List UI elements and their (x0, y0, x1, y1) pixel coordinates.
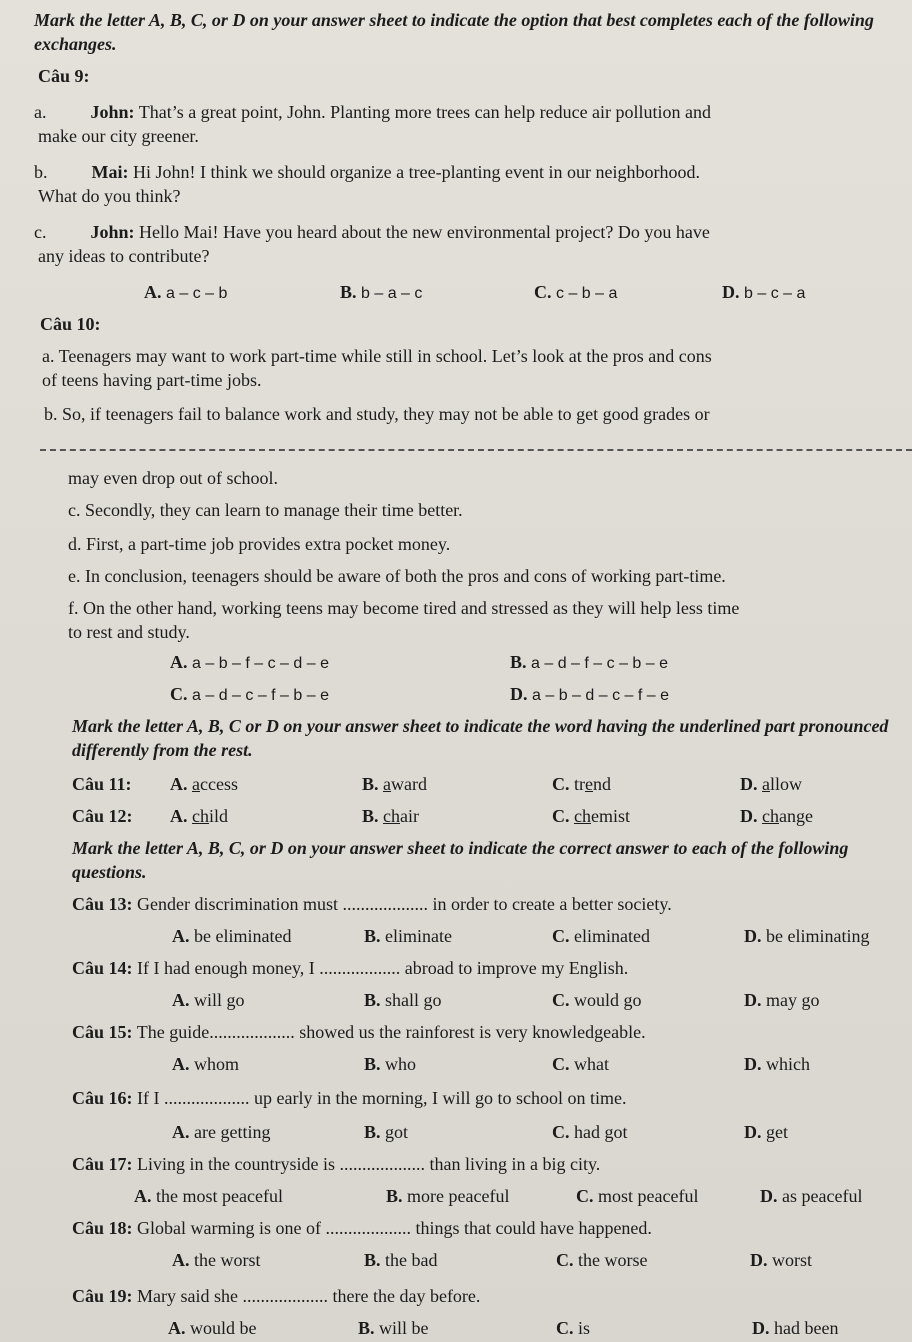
q9-c-line1: c. John: Hello Mai! Have you heard about the new environmental project? Do you have (34, 222, 710, 242)
q10-option-d[interactable]: D. a – b – d – c – f – e (510, 684, 669, 704)
q19-option-b[interactable]: B. will be (358, 1318, 429, 1338)
q15-option-a[interactable]: A. whom (172, 1054, 239, 1074)
q19-option-d[interactable]: D. had been (752, 1318, 839, 1338)
q9-option-d[interactable]: D. b – c – a (722, 282, 806, 302)
q10-a-line1: a. Teenagers may want to work part-time while still in school. Let’s look at the pros and cons (42, 346, 712, 366)
q10-d: d. First, a part-time job provides extra pocket money. (68, 534, 451, 554)
q10-f-line1: f. On the other hand, working teens may become tired and stressed as they will help less time (68, 598, 740, 618)
q9-b-line2: What do you think? (38, 186, 181, 206)
q17-option-b[interactable]: B. more peaceful (386, 1186, 510, 1206)
q9-a-line2: make our city greener. (38, 126, 199, 146)
q14-stem: Câu 14: If I had enough money, I .................. abroad to improve my English. (72, 958, 629, 978)
q15-option-c[interactable]: C. what (552, 1054, 609, 1074)
q18-stem: Câu 18: Global warming is one of ................... things that could have happened. (72, 1218, 652, 1238)
q12-option-b[interactable]: B. chair (362, 806, 419, 826)
q19-option-a[interactable]: A. would be (168, 1318, 257, 1338)
q15-option-b[interactable]: B. who (364, 1054, 417, 1074)
q17-option-d[interactable]: D. as peaceful (760, 1186, 863, 1206)
q9-option-a[interactable]: A. a – c – b (144, 282, 228, 302)
q10-b-line2: may even drop out of school. (68, 468, 278, 488)
q17-option-a[interactable]: A. the most peaceful (134, 1186, 283, 1206)
q15-option-d[interactable]: D. which (744, 1054, 810, 1074)
q10-e: e. In conclusion, teenagers should be aware of both the pros and cons of working part-time. (68, 566, 726, 586)
q13-option-d[interactable]: D. be eliminating (744, 926, 870, 946)
q10-b-line1: b. So, if teenagers fail to balance work and study, they may not be able to get good grades or (44, 404, 710, 424)
instruction-exchanges: Mark the letter A, B, C, or D on your answer sheet to indicate the option that best completes each of the following exchanges. (34, 10, 874, 54)
q9-label: Câu 9: (38, 66, 90, 86)
q10-c: c. Secondly, they can learn to manage their time better. (68, 500, 463, 520)
q11-option-d[interactable]: D. allow (740, 774, 803, 794)
q11-label: Câu 11: (72, 774, 132, 794)
q10-a-line2: of teens having part-time jobs. (42, 370, 262, 390)
q16-option-b[interactable]: B. got (364, 1122, 409, 1142)
q12-option-a[interactable]: A. child (170, 806, 229, 826)
instruction-questions: Mark the letter A, B, C, or D on your answer sheet to indicate the correct answer to each of the following questions. (72, 838, 849, 882)
q17-option-c[interactable]: C. most peaceful (576, 1186, 699, 1206)
q13-option-c[interactable]: C. eliminated (552, 926, 650, 946)
q9-c-line2: any ideas to contribute? (38, 246, 210, 266)
q12-option-d[interactable]: D. change (740, 806, 813, 826)
cut-line-divider (40, 449, 912, 451)
q19-option-c[interactable]: C. is (556, 1318, 591, 1338)
q11-option-a[interactable]: A. access (170, 774, 238, 794)
instruction-pronunciation: Mark the letter A, B, C or D on your answer sheet to indicate the word having the underlined part pronounced differently from the rest. (72, 716, 889, 760)
q14-option-d[interactable]: D. may go (744, 990, 820, 1010)
q13-option-a[interactable]: A. be eliminated (172, 926, 292, 946)
q9-a-line1: a. John: That’s a great point, John. Planting more trees can help reduce air pollution and (34, 102, 712, 122)
q10-option-b[interactable]: B. a – d – f – c – b – e (510, 652, 668, 672)
q13-option-b[interactable]: B. eliminate (364, 926, 452, 946)
q13-stem: Câu 13: Gender discrimination must ................... in order to create a better society. (72, 894, 672, 914)
q18-option-c[interactable]: C. the worse (556, 1250, 648, 1270)
q18-option-d[interactable]: D. worst (750, 1250, 812, 1270)
q10-label: Câu 10: (40, 314, 101, 334)
q18-option-a[interactable]: A. the worst (172, 1250, 261, 1270)
q18-option-b[interactable]: B. the bad (364, 1250, 438, 1270)
q12-option-c[interactable]: C. chemist (552, 806, 630, 826)
q14-option-b[interactable]: B. shall go (364, 990, 442, 1010)
q19-stem: Câu 19: Mary said she ................... there the day before. (72, 1286, 481, 1306)
q11-option-b[interactable]: B. award (362, 774, 427, 794)
q10-f-line2: to rest and study. (68, 622, 190, 642)
q9-option-c[interactable]: C. c – b – a (534, 282, 618, 302)
q11-option-c[interactable]: C. trend (552, 774, 611, 794)
q14-option-c[interactable]: C. would go (552, 990, 642, 1010)
q9-option-b[interactable]: B. b – a – c (340, 282, 423, 302)
q16-option-d[interactable]: D. get (744, 1122, 788, 1142)
q15-stem: Câu 15: The guide................... showed us the rainforest is very knowledgeable. (72, 1022, 646, 1042)
q12-label: Câu 12: (72, 806, 133, 826)
q10-option-a[interactable]: A. a – b – f – c – d – e (170, 652, 329, 672)
q16-option-c[interactable]: C. had got (552, 1122, 628, 1142)
q10-option-c[interactable]: C. a – d – c – f – b – e (170, 684, 329, 704)
q17-stem: Câu 17: Living in the countryside is ................... than living in a big city. (72, 1154, 601, 1174)
q9-b-line1: b. Mai: Hi John! I think we should organize a tree-planting event in our neighborhood. (34, 162, 701, 182)
q16-option-a[interactable]: A. are getting (172, 1122, 271, 1142)
q16-stem: Câu 16: If I ................... up early in the morning, I will go to school on time. (72, 1088, 627, 1108)
q14-option-a[interactable]: A. will go (172, 990, 245, 1010)
